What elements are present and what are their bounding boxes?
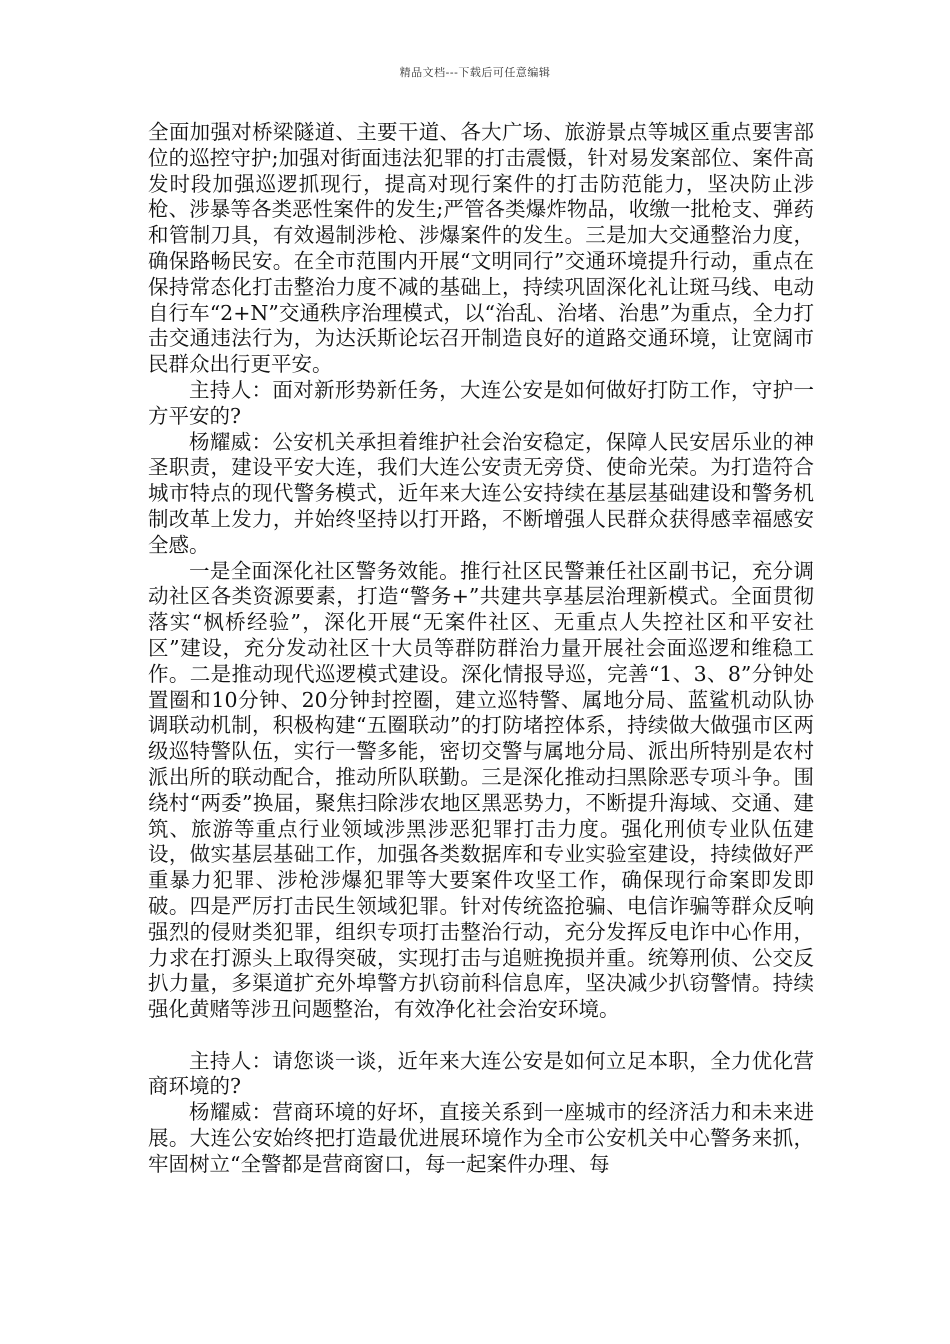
answer-paragraph: 一是全面深化社区警务效能。推行社区民警兼任社区副书记，充分调动社区各类资源要素，打造“警务+”共建共享基层治理新模式。全面贯彻落实“枫桥经验”，深化开展“无案件社区、无重点人失控社区和平安社区”建设，充分发动社区十大员等群防群治力量开展社会面巡逻和维稳工作。二是推动现代巡逻模式建设。深化情报导巡，完善“1、3、8”分钟处置圈和10分钟、20分钟封控圈，建立巡特警、属地分局、蓝鲨机动队协调联动机制，积极构建“五圈联动”的打防堵控体系，持续做大做强市区两级巡特警队伍，实行一警多能，密切交警与属地分局、派出所特别是农村派出所的联动配合，推动所队联勤。三是深化推动扫黑除恶专项斗争。围绕村“两委”换届，聚焦扫除涉农地区黑恶势力，不断提升海域、交通、建筑、旅游等重点行业领域涉黑涉恶犯罪打击力度。强化刑侦专业队伍建设，做实基层基础工作，加强各类数据库和专业实验室建设，持续做好严重暴力犯罪、涉枪涉爆犯罪等大要案件攻坚工作，确保现行命案即发即破。四是严厉打击民生领域犯罪。针对传统盗抢骗、电信诈骗等群众反响强烈的侵财类犯罪，组织专项打击整治行动，充分发挥反电诈中心作用，力求在打源头上取得突破，实现打击与追赃挽损并重。统筹刑侦、公交反扒力量，多渠道扩充外埠警方扒窃前科信息库，坚决减少扒窃警情。持续强化黄赌等涉丑问题整治，有效净化社会治安环境。 <box>148 558 814 1022</box>
paragraph-gap <box>148 1023 814 1049</box>
body-paragraph: 全面加强对桥梁隧道、主要干道、各大广场、旅游景点等城区重点要害部位的巡控守护;加强对街面违法犯罪的打击震慑，针对易发案部位、案件高发时段加强巡逻抓现行，提高对现行案件的打击防范能力，坚决防止涉枪、涉暴等各类恶性案件的发生;严管各类爆炸物品，收缴一批枪支、弹药和管制刀具，有效遏制涉枪、涉爆案件的发生。三是加大交通整治力度，确保路畅民安。在全市范围内开展“文明同行”交通环境提升行动，重点在保持常态化打击整治力度不减的基础上，持续巩固深化礼让斑马线、电动自行车“2+N”交通秩序治理模式，以“治乱、治堵、治患”为重点，全力打击交通违法行为，为达沃斯论坛召开制造良好的道路交通环境，让宽阔市民群众出行更平安。 <box>148 120 814 377</box>
answer-paragraph: 杨耀威：公安机关承担着维护社会治安稳定，保障人民安居乐业的神圣职责，建设平安大连，我们大连公安责无旁贷、使命光荣。为打造符合城市特点的现代警务模式，近年来大连公安持续在基层基础建设和警务机制改革上发力，并始终坚持以打开路，不断增强人民群众获得感幸福感安全感。 <box>148 429 814 557</box>
host-question: 主持人：请您谈一谈，近年来大连公安是如何立足本职，全力优化营商环境的? <box>148 1048 814 1099</box>
host-question: 主持人：面对新形势新任务，大连公安是如何做好打防工作，守护一方平安的? <box>148 377 814 428</box>
document-body <box>148 120 814 1178</box>
page-header: 精品文档---下载后可任意编辑 <box>399 66 551 79</box>
answer-paragraph: 杨耀威：营商环境的好坏，直接关系到一座城市的经济活力和未来进展。大连公安始终把打造最优进展环境作为全市公安机关中心警务来抓，牢固树立“全警都是营商窗口，每一起案件办理、每 <box>148 1100 814 1176</box>
